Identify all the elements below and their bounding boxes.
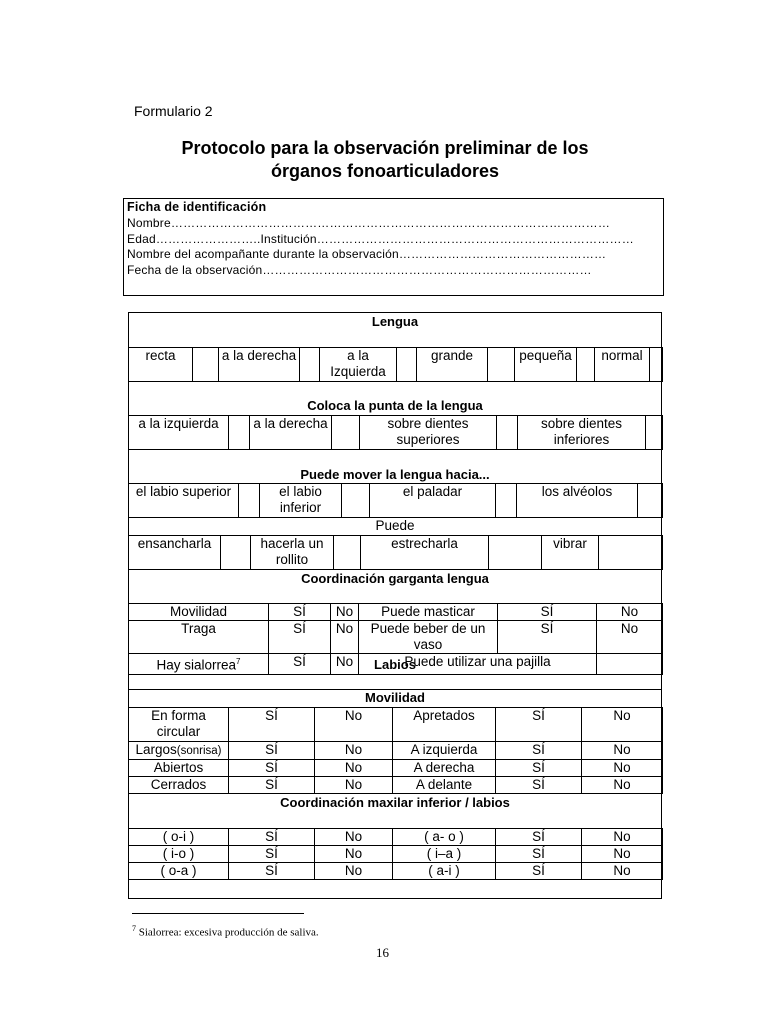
checkbox-paladar[interactable] (496, 484, 517, 518)
si-option[interactable]: SÍ (269, 604, 331, 621)
page-number: 16 (376, 945, 389, 960)
no-option[interactable]: No (331, 621, 359, 654)
checkbox-izquierda[interactable] (397, 348, 417, 382)
checkbox-normal[interactable] (650, 348, 663, 382)
si-option[interactable]: SÍ (229, 742, 315, 760)
option-labio-inferior: el labio inferior (260, 484, 342, 518)
row-label: Cerrados (129, 777, 229, 794)
option-punta-izquierda: a la izquierda (129, 416, 229, 450)
row-label: ( a-i ) (393, 863, 496, 880)
no-option[interactable]: No (582, 846, 663, 863)
no-option[interactable]: No (315, 742, 393, 760)
si-option[interactable]: SÍ (229, 829, 315, 846)
companion-field[interactable]: Nombre del acompañante durante la observación…………………………………………… (127, 247, 607, 262)
checkbox-labio-inferior[interactable] (342, 484, 370, 518)
si-option[interactable]: SÍ (269, 621, 331, 654)
checkbox-dientes-inferiores[interactable] (646, 416, 663, 450)
row-label: Apretados (393, 708, 496, 742)
no-option[interactable]: No (597, 621, 663, 654)
si-option[interactable]: SÍ (498, 604, 597, 621)
option-vibrar: vibrar (542, 536, 599, 570)
form-label: Formulario 2 (134, 103, 213, 119)
option-izquierda: a la Izquierda (320, 348, 397, 382)
coord-maxilar-heading: Coordinación maxilar inferior / labios (280, 795, 510, 810)
footnote-text: Sialorrea: excesiva producción de saliva. (138, 926, 319, 939)
no-option[interactable]: No (315, 777, 393, 794)
lengua-heading: Lengua (371, 314, 419, 329)
id-card (123, 198, 664, 296)
footnote-marker: 7 (236, 657, 241, 666)
row-label: Abiertos (129, 760, 229, 777)
si-option[interactable]: SÍ (496, 777, 582, 794)
option-grande: grande (417, 348, 488, 382)
title-line-1: Protocolo para la observación preliminar de los (181, 138, 589, 158)
si-option[interactable]: SÍ (498, 621, 597, 654)
row-label: Traga (129, 621, 269, 654)
row-label: ( i–a ) (393, 846, 496, 863)
puede-options (128, 535, 663, 570)
table-row (129, 604, 663, 621)
footnote-rule (132, 913, 304, 914)
labios-heading: Labios (374, 657, 416, 672)
si-option[interactable]: SÍ (496, 760, 582, 777)
no-option[interactable]: No (315, 760, 393, 777)
si-option[interactable]: SÍ (496, 708, 582, 742)
sonrisa-label: (sonrisa) (176, 745, 222, 757)
table-row (129, 760, 663, 777)
option-punta-derecha: a la derecha (250, 416, 332, 450)
no-option[interactable]: No (582, 777, 663, 794)
option-recta: recta (129, 348, 193, 382)
option-alveolos: los alvéolos (517, 484, 638, 518)
punta-options (128, 415, 663, 450)
checkbox-estrecharla[interactable] (489, 536, 542, 570)
option-labio-superior: el labio superior (129, 484, 239, 518)
row-label (129, 742, 229, 760)
checkbox-vibrar[interactable] (599, 536, 663, 570)
page-title (130, 137, 640, 183)
mover-heading: Puede mover la lengua hacia... (300, 467, 490, 482)
age-field[interactable]: Edad…………………….. (127, 231, 261, 246)
table-row (129, 777, 663, 794)
checkbox-derecha[interactable] (300, 348, 320, 382)
no-option[interactable]: No (597, 604, 663, 621)
no-option[interactable]: No (331, 604, 359, 621)
movilidad-heading: Movilidad (365, 690, 425, 705)
no-option[interactable]: No (582, 760, 663, 777)
row-label: ( o-a ) (129, 863, 229, 880)
si-option[interactable]: SÍ (269, 654, 331, 675)
si-option[interactable]: SÍ (229, 708, 315, 742)
mover-options (128, 483, 663, 518)
option-normal: normal (595, 348, 650, 382)
row-label: Movilidad (129, 604, 269, 621)
si-option[interactable]: SÍ (229, 777, 315, 794)
no-option[interactable]: No (582, 829, 663, 846)
checkbox-alveolos[interactable] (638, 484, 663, 518)
row-label: ( o-i ) (129, 829, 229, 846)
checkbox-punta-derecha[interactable] (332, 416, 360, 450)
table-row (129, 621, 663, 654)
no-option[interactable]: No (582, 708, 663, 742)
option-dientes-inferiores: sobre dientes inferiores (518, 416, 646, 450)
row-label: A izquierda (393, 742, 496, 760)
coord-maxilar-table (128, 828, 663, 880)
si-option[interactable]: SÍ (496, 846, 582, 863)
checkbox-labio-superior[interactable] (239, 484, 260, 518)
punta-heading: Coloca la punta de la lengua (307, 398, 483, 413)
row-label: Puede utilizar una pajilla (359, 654, 597, 675)
puede-heading: Puede (375, 518, 415, 533)
checkbox-rollito[interactable] (334, 536, 361, 570)
row-label: A delante (393, 777, 496, 794)
no-option[interactable]: No (315, 846, 393, 863)
checkbox-grande[interactable] (488, 348, 515, 382)
lengua-options (128, 347, 663, 382)
option-derecha: a la derecha (219, 348, 300, 382)
option-pequena: pequeña (515, 348, 577, 382)
row-label: A derecha (393, 760, 496, 777)
checkbox-punta-izquierda[interactable] (229, 416, 250, 450)
no-option[interactable]: No (315, 708, 393, 742)
title-line-2: órganos fonoarticuladores (270, 161, 500, 181)
name-field[interactable]: Nombre……………………………………………………………………………………………… (127, 215, 611, 230)
row-label: En forma circular (129, 708, 229, 742)
option-dientes-superiores: sobre dientes superiores (360, 416, 497, 450)
checkbox-dientes-superiores[interactable] (497, 416, 518, 450)
divider (128, 381, 662, 382)
table-row (129, 829, 663, 846)
institution-field[interactable]: Institución…………………………………………………………………… (260, 231, 634, 246)
row-label: ( a- o ) (393, 829, 496, 846)
si-option[interactable]: SÍ (229, 863, 315, 880)
checkbox-recta[interactable] (193, 348, 219, 382)
si-option[interactable]: SÍ (496, 829, 582, 846)
checkbox-ensancharla[interactable] (221, 536, 251, 570)
date-field[interactable]: Fecha de la observación……………………………………………………………………… (127, 263, 592, 278)
id-card-heading: Ficha de identificación (127, 200, 267, 214)
table-row (129, 863, 663, 880)
row-label: Puede masticar (359, 604, 498, 621)
labios-table (128, 707, 663, 794)
table-row (129, 846, 663, 863)
row-label: Puede beber de un vaso (359, 621, 498, 654)
option-paladar: el paladar (370, 484, 496, 518)
option-estrecharla: estrecharla (361, 536, 489, 570)
option-rollito: hacerla un rollito (251, 536, 334, 570)
no-option[interactable]: No (331, 654, 359, 675)
footnote (132, 924, 319, 939)
si-option[interactable]: SÍ (496, 742, 582, 760)
no-option[interactable]: No (315, 829, 393, 846)
si-option[interactable]: SÍ (229, 846, 315, 863)
si-option[interactable]: SÍ (229, 760, 315, 777)
no-option[interactable]: No (582, 742, 663, 760)
footnote-number: 7 (132, 924, 136, 933)
table-row (129, 708, 663, 742)
si-option[interactable]: SÍ (496, 863, 582, 880)
table-row (129, 742, 663, 760)
largos-label: Largos (135, 742, 177, 757)
no-option[interactable]: No (582, 863, 663, 880)
checkbox-pequena[interactable] (577, 348, 595, 382)
row-label: ( i-o ) (129, 846, 229, 863)
no-option[interactable]: No (315, 863, 393, 880)
sialorrea-label: Hay sialorrea (156, 657, 237, 673)
option-ensancharla: ensancharla (129, 536, 221, 570)
coord-garganta-heading: Coordinación garganta lengua (301, 571, 489, 586)
